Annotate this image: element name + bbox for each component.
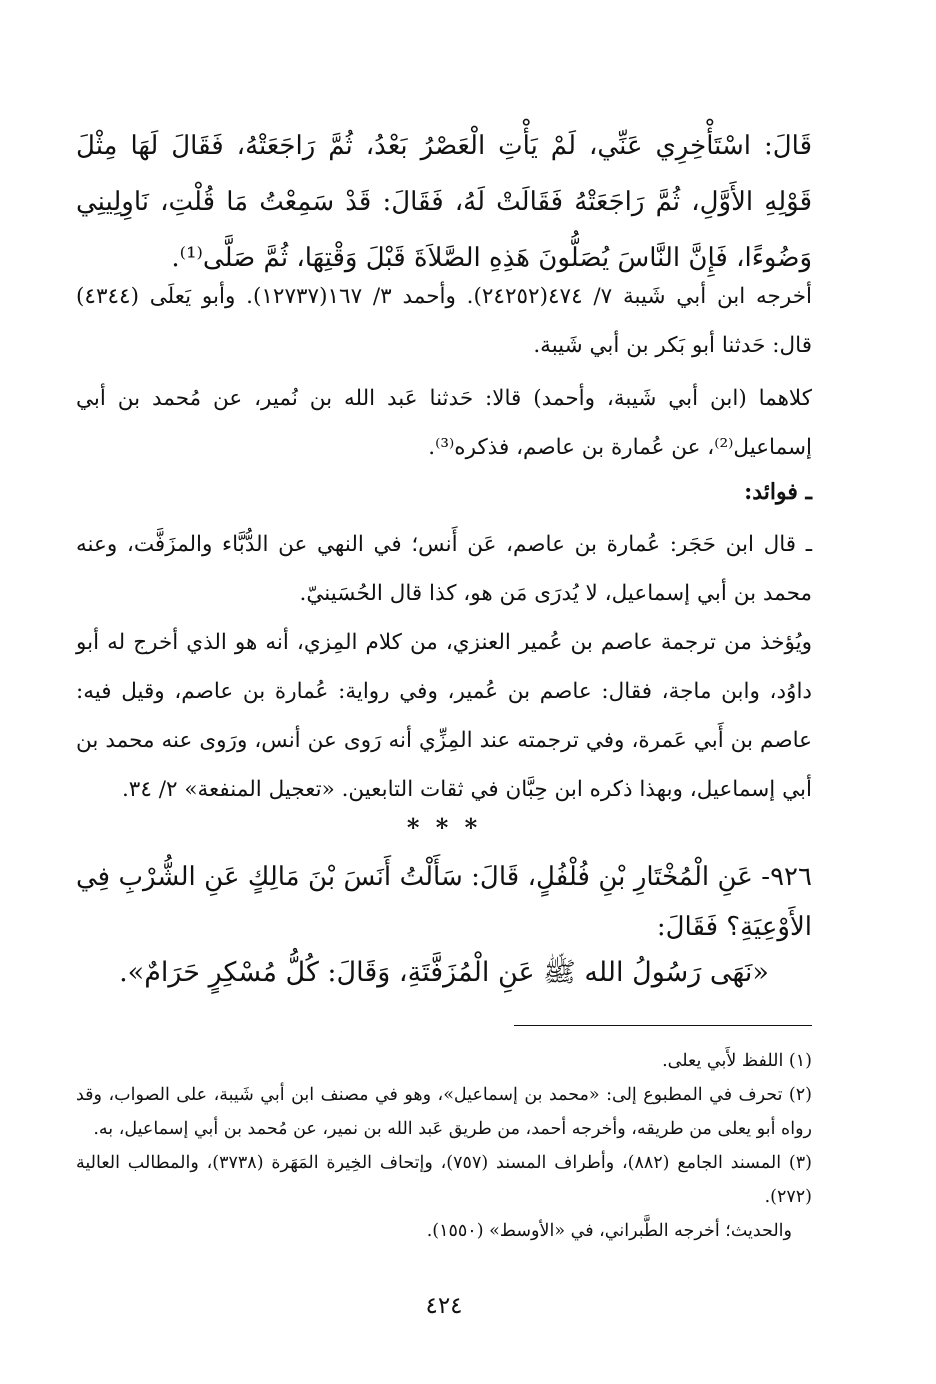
- fawaid-heading: ـ فوائد:: [744, 479, 812, 505]
- fawaid-mizzi-paragraph: ويُؤخذ من ترجمة عاصم بن عُمير العنزي، من كلام المِزي، أنه هو الذي أخرج له أبو داوُد، وابن ماجة، فقال: عاصم بن عُمير، وفي رواية: عُمارة بن عاصم، وقيل فيه: عاصم بن أَبي عَمرة، وفي ترجمته عند المِزِّي أنه رَوى عن أنس، ورَوى عنه محمد بن أبي إسماعيل، وبهذا ذكره ابن حِبَّان في ثقات التابعين. «تعجيل المنفعة» ٢/ ٣٤.: [76, 630, 812, 802]
- footnote-1: (١) اللفظ لأَبي يعلى.: [662, 1051, 812, 1071]
- footnote-3-continuation: والحديث؛ أخرجه الطَّبراني، في «الأوسط» (١٥٥٠).: [426, 1221, 792, 1241]
- hadith-926-quote: «نَهَى رَسُولُ الله ﷺ عَنِ الْمُزَفَّتَةِ، وَقَالَ: كُلُّ مُسْكِرٍ حَرَامٌ».: [119, 957, 769, 988]
- fawaid-ibn-hajar-paragraph: ـ قال ابن حَجَر: عُمارة بن عاصم، عَن أَنس؛ في النهي عن الدُّبَّاء والمزَفَّت، وعنه محمد بن أبي إسماعيل، لا يُدرَى مَن هو، كذا قال الحُسَينيّ.: [76, 532, 812, 606]
- isnad-paragraph: كلاهما (ابن أبي شَيبة، وأحمد) قالا: حَدثنا عَبد الله بن نُمير، عن مُحمد بن أبي إسماعيل⁽²⁾، عن عُمارة بن عاصم، فذكره⁽³⁾.: [76, 386, 812, 460]
- book-page: [76, 0, 812, 1384]
- section-separator: * * *: [406, 813, 482, 842]
- page-number: ٤٢٤: [425, 1293, 463, 1319]
- footnote-divider: [514, 1025, 812, 1026]
- footnote-3: (٣) المسند الجامع (٨٨٢)، وأطراف المسند (٧٥٧)، وإتحاف الخِيرة المَهَرة (٣٧٣٨)، والمطالب العالية (٢٧٢).: [76, 1153, 812, 1207]
- hadith-925-continuation: قَالَ: اسْتَأْخِرِي عَنِّي، لَمْ يَأْتِ الْعَصْرُ بَعْدُ، ثُمَّ رَاجَعَتْهُ، فَقَالَ لَهَا مِثْلَ قَوْلِهِ الأَوَّلِ، ثُمَّ رَاجَعَتْهُ فَقَالَتْ لَهُ، فَقَالَ: قَدْ سَمِعْتُ مَا قُلْتِ، نَاوِلِينِي وَضُوءًا، فَإِنَّ النَّاسَ يُصَلُّونَ هَذِهِ الصَّلاَةَ قَبْلَ وَقْتِهَا، ثُمَّ صَلَّى⁽¹⁾.: [76, 131, 812, 273]
- footnotes-section: [76, 1044, 812, 1248]
- takhrij-paragraph: أخرجه ابن أبي شَيبة ٧/ ٤٧٤(٢٤٢٥٢). وأحمد ٣/ ١٦٧(١٢٧٣٧). وأبو يَعلَى (٤٣٤٤) قال: حَدثنا أبو بَكر بن أبي شَيبة.: [76, 284, 812, 358]
- footnote-2: (٢) تحرف في المطبوع إلى: «محمد بن إسماعيل»، وهو في مصنف ابن أبي شَيبة، على الصواب، وقد رواه أبو يعلى من طريقه، وأخرجه أحمد، من طريق عَبد الله بن نمير، عن مُحمد بن أبي إسماعيل، به.: [76, 1085, 812, 1139]
- hadith-926-intro: ٩٢٦- عَنِ الْمُخْتَارِ بْنِ فُلْفُلٍ، قَالَ: سَأَلْتُ أَنَسَ بْنَ مَالِكٍ عَنِ الشُّرْبِ فِي الأَوْعِيَةِ؟ فَقَالَ:: [76, 862, 812, 942]
